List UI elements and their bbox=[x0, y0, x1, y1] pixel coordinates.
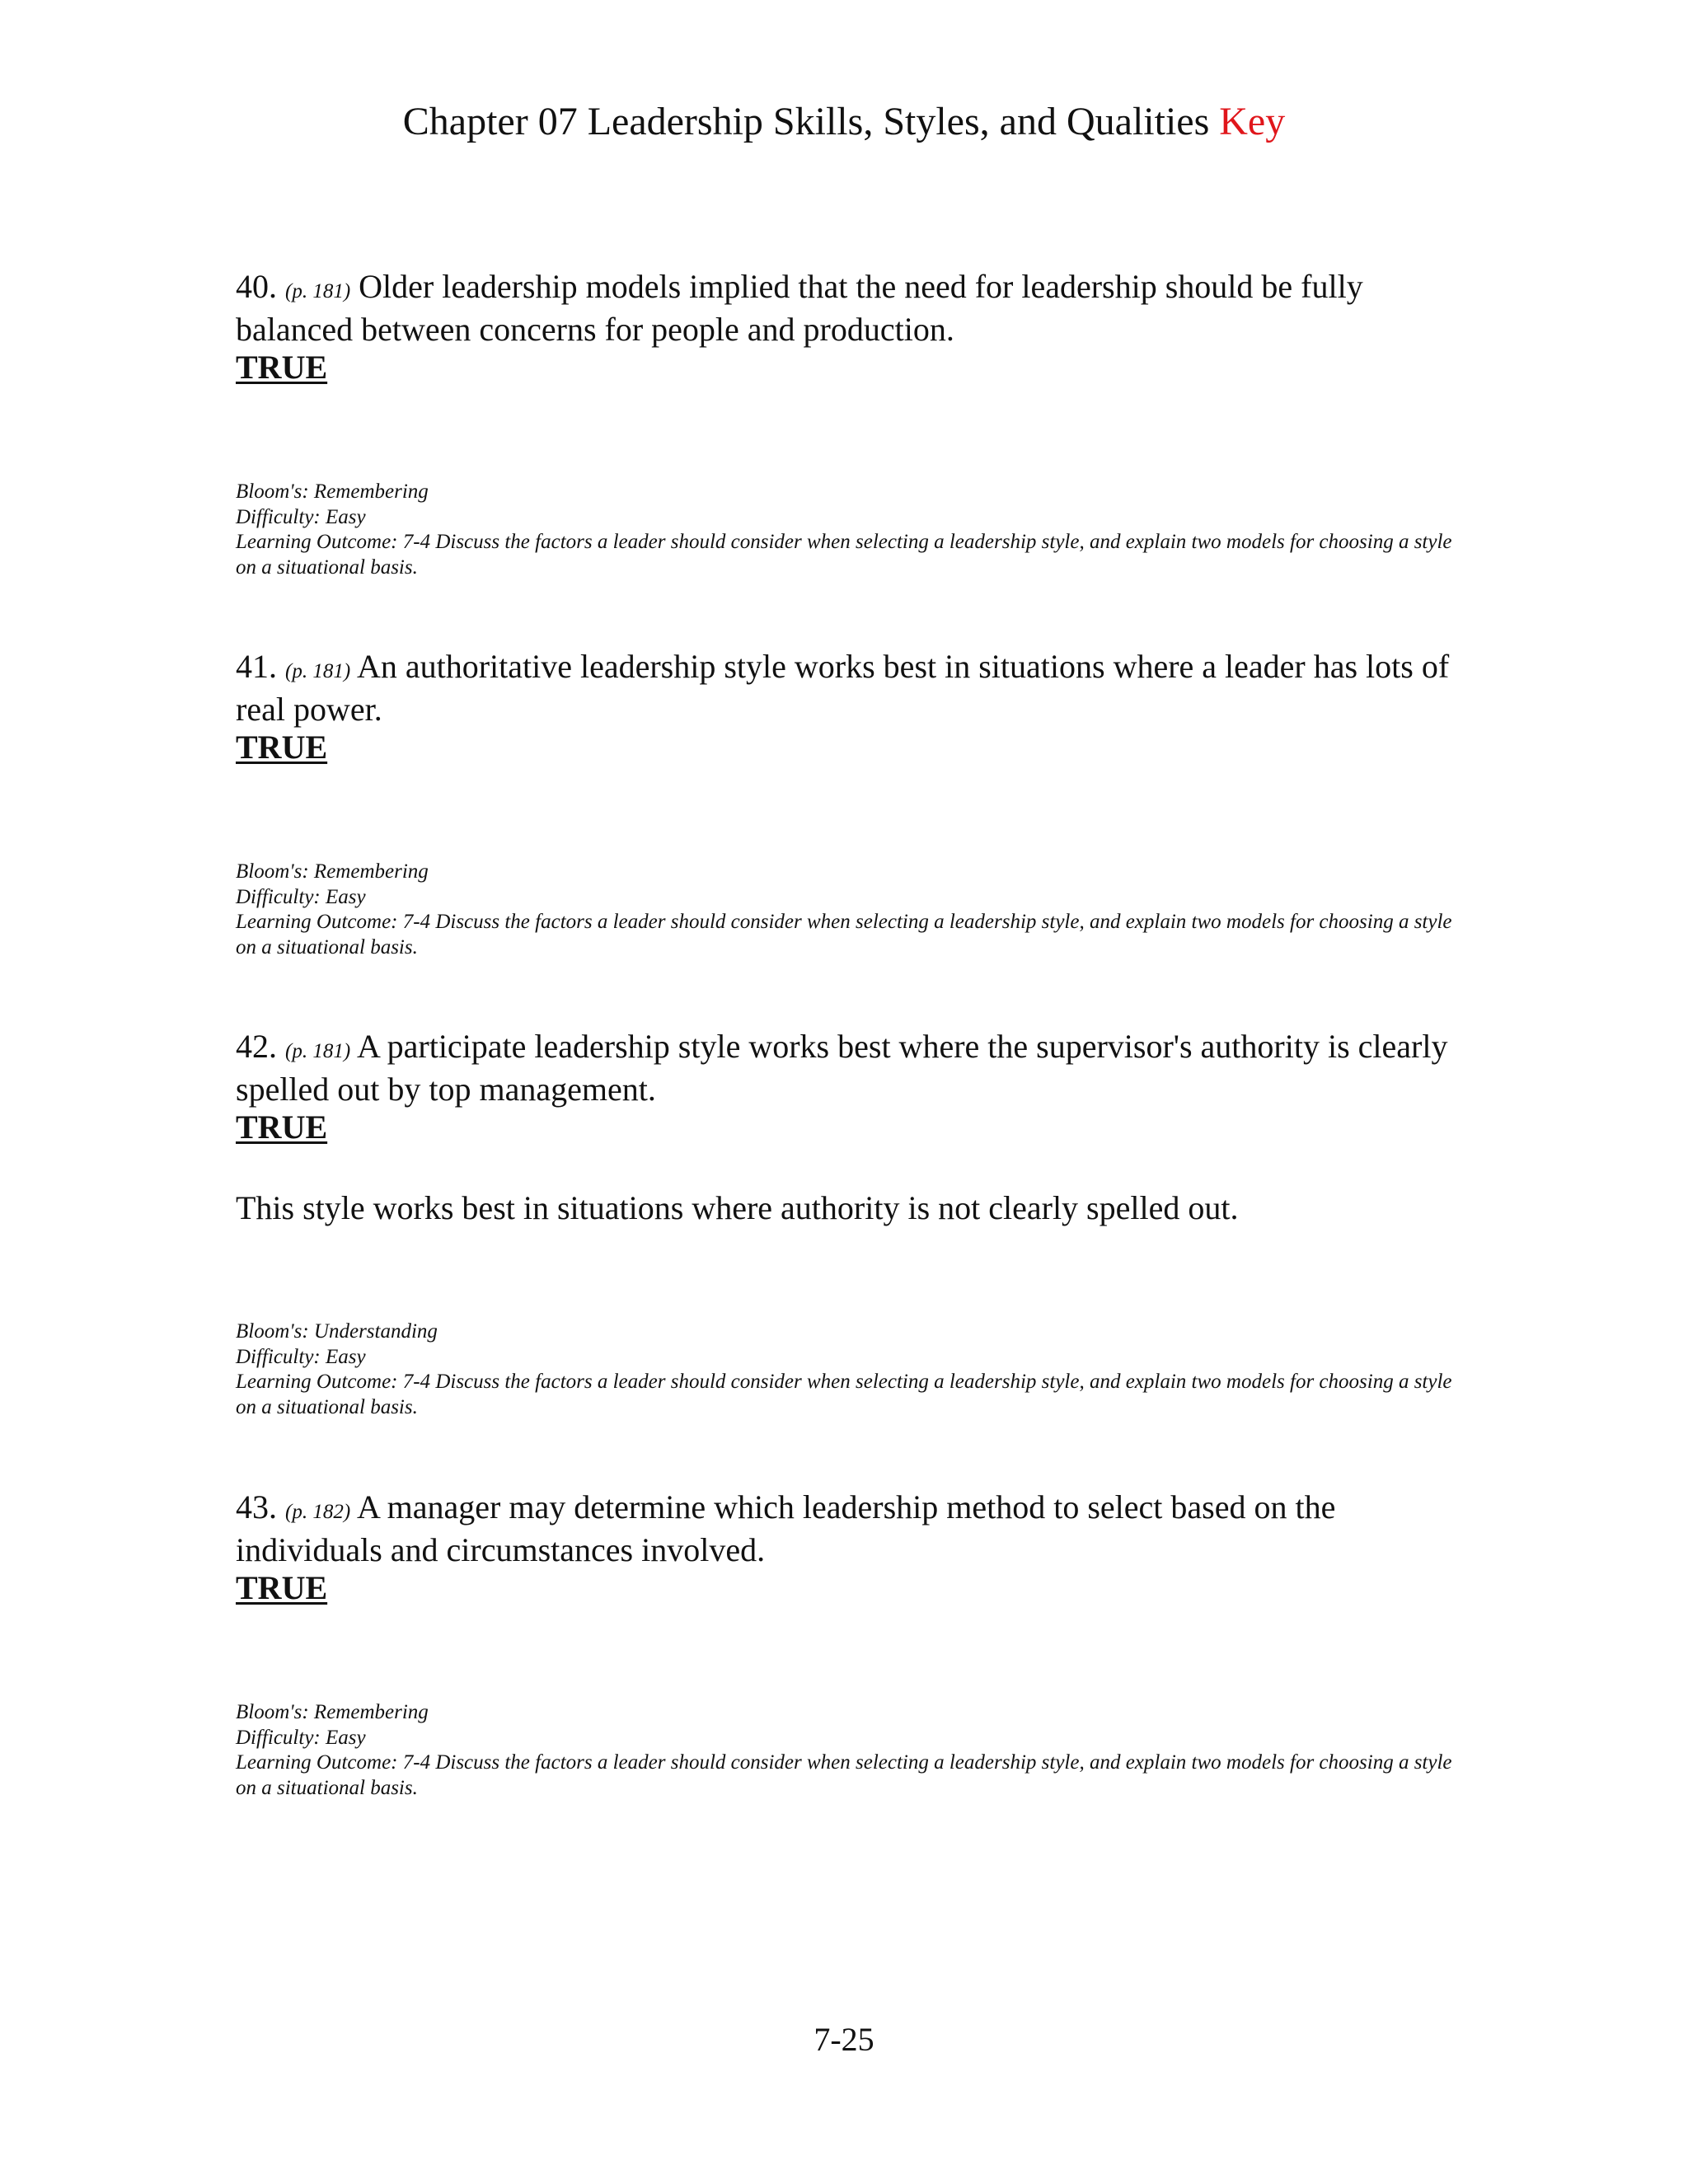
key-label: Key bbox=[1219, 100, 1286, 143]
question-statement: A manager may determine which leadership method to select based on the individuals and circumstances involved. bbox=[236, 1488, 1336, 1568]
question-43 bbox=[236, 1488, 1464, 1607]
answer: TRUE bbox=[236, 1108, 328, 1146]
learning-outcome: Learning Outcome: 7-4 Discuss the factors a leader should consider when selecting a leadership style, and explain two models for choosing a style on a situational basis. bbox=[236, 1371, 1452, 1418]
question-42 bbox=[236, 1028, 1464, 1227]
difficulty: Difficulty: Easy bbox=[236, 1345, 366, 1368]
question-number: 43. bbox=[236, 1488, 277, 1526]
question-text-block bbox=[236, 1028, 1464, 1108]
page-reference: (p. 181) bbox=[285, 280, 351, 302]
difficulty: Difficulty: Easy bbox=[236, 885, 366, 908]
question-number: 40. bbox=[236, 268, 277, 305]
answer: TRUE bbox=[236, 729, 328, 766]
learning-outcome: Learning Outcome: 7-4 Discuss the factors a leader should consider when selecting a leadership style, and explain two models for choosing a style on a situational basis. bbox=[236, 911, 1452, 958]
blooms-level: Bloom's: Understanding bbox=[236, 1320, 438, 1343]
question-41-metadata bbox=[236, 860, 1464, 960]
blooms-level: Bloom's: Remembering bbox=[236, 1701, 429, 1723]
page-number: 7-25 bbox=[814, 2021, 874, 2058]
question-text-block bbox=[236, 1488, 1464, 1569]
chapter-title: Chapter 07 Leadership Skills, Styles, and Qualities bbox=[402, 100, 1210, 143]
question-43-metadata bbox=[236, 1700, 1464, 1801]
question-number: 41. bbox=[236, 648, 277, 685]
answer: TRUE bbox=[236, 349, 328, 386]
blooms-level: Bloom's: Remembering bbox=[236, 480, 429, 503]
question-40 bbox=[236, 268, 1464, 387]
learning-outcome: Learning Outcome: 7-4 Discuss the factors a leader should consider when selecting a leadership style, and explain two models for choosing a style on a situational basis. bbox=[236, 531, 1452, 579]
difficulty: Difficulty: Easy bbox=[236, 505, 366, 528]
question-40-metadata bbox=[236, 480, 1464, 580]
page-reference: (p. 182) bbox=[285, 1501, 351, 1523]
blooms-level: Bloom's: Remembering bbox=[236, 860, 429, 883]
question-statement: A participate leadership style works best where the supervisor's authority is clearly spelled out by top management. bbox=[236, 1028, 1448, 1108]
page-reference: (p. 181) bbox=[285, 660, 351, 682]
question-number: 42. bbox=[236, 1028, 277, 1065]
answer-explanation: This style works best in situations where authority is not clearly spelled out. bbox=[236, 1189, 1239, 1226]
question-statement: Older leadership models implied that the need for leadership should be fully balanced between concerns for people and production. bbox=[236, 268, 1363, 348]
question-41 bbox=[236, 648, 1464, 766]
page-title bbox=[0, 97, 1688, 147]
question-42-metadata bbox=[236, 1319, 1464, 1420]
question-text-block bbox=[236, 648, 1464, 729]
question-text-block bbox=[236, 268, 1464, 349]
question-statement: An authoritative leadership style works best in situations where a leader has lots of real power. bbox=[236, 648, 1450, 728]
learning-outcome: Learning Outcome: 7-4 Discuss the factors a leader should consider when selecting a leadership style, and explain two models for choosing a style on a situational basis. bbox=[236, 1751, 1452, 1799]
difficulty: Difficulty: Easy bbox=[236, 1726, 366, 1749]
answer: TRUE bbox=[236, 1569, 328, 1606]
page-reference: (p. 181) bbox=[285, 1040, 351, 1062]
